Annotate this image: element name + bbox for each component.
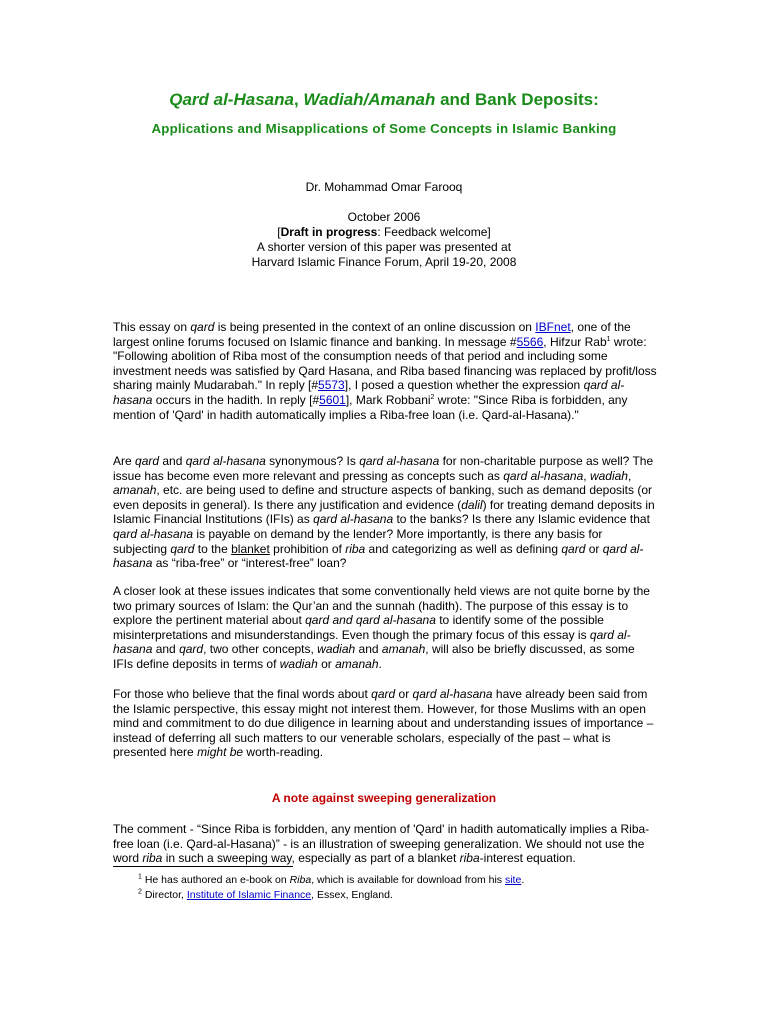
paragraph-5: The comment - “Since Riba is forbidden, any mention of 'Qard' in hadith automatically implies a Riba-free loan (i.e. Qard-al-Hasana)” - is an illustration of sweeping generalization. We should not use the word riba in such a sweeping way, especially as part of a blanket riba-interest equation. [113,822,650,866]
document-subtitle: Applications and Misapplications of Some Concepts in Islamic Banking [151,121,617,136]
footnote-divider [113,866,293,867]
presented-line-2: Harvard Islamic Finance Forum, April 19-20, 2008 [251,255,517,269]
title-part-2: Wadiah/Amanah [303,90,436,109]
author-line: Dr. Mohammad Omar Farooq [305,180,463,194]
draft-line: [Draft in progress: Feedback welcome] [277,225,491,239]
date-line: October 2006 [347,210,421,224]
paragraph-2: Are qard and qard al-hasana synonymous? Is qard al-hasana for non-charitable purpose as well? The issue has become even more relevant and pressing as concepts such as qard al-hasana, wadiah, amanah, etc. are being used to define and structure aspects of banking, such as demand deposits (or even deposits in general). Is there any justification and evidence (dalil) for treating demand deposits in Islamic Financial Institutions (IFIs) as qard al-hasana to the banks? Is there any Islamic evidence that qard al-hasana is payable on demand by the lender? More importantly, is there any basis for subjecting qard to the blanket prohibition of riba and categorizing as well as defining qard or qard al-hasana as “riba-free” or “interest-free” loan? [113,454,655,571]
date-block [0,210,768,270]
paragraph-3: A closer look at these issues indicates that some conventionally held views are not quite borne by the two primary sources of Islam: the Qur’an and the sunnah (hadith). The purpose of this essay is to explore the pertinent material about qard and qard al-hasana to identify some of the possible misinterpretations and misunderstandings. Even though the primary focus of this essay is qard al-hasana and qard, two other concepts, wadiah and amanah, will also be briefly discussed, as some IFIs define deposits in terms of wadiah or amanah. [113,584,650,671]
footnote-ref-2: 2 [430,393,435,401]
paragraph-1: This essay on qard is being presented in the context of an online discussion on IBFnet, one of the largest online forums focused on Islamic finance and banking. In message #5566, Hifzur Rab$^1$ wrote: "Following abolition of Riba most of the consumption needs of that period and including some investment needs was satisfied by Qard Hasana, and Riba based financing was replaced by profit/loss sharing mainly Mudarabah." In reply [#5573], I posed a question whether the expression qard al-hasana occurs in the hadith. In reply [#5601], Mark Robbani$^2$ wrote: "Since Riba is forbidden, any mention of 'Qard' in hadith automatically implies a Riba-free loan (i.e. Qard-al-Hasana)." [113,320,657,422]
message-5573-link[interactable]: 5573 [318,378,345,393]
ibfnet-link[interactable]: IBFnet [535,320,571,334]
presented-line-1: A shorter version of this paper was presented at [256,240,512,254]
message-5601-link[interactable]: 5601 [319,392,346,407]
author-site-link[interactable]: site [504,874,522,886]
title-part-3: and Bank Deposits: [435,90,599,109]
footnote-2: $^2$ Director, Institute of Islamic Finance, Essex, England. [138,888,393,901]
message-5566-link[interactable]: 5566 [516,334,544,349]
paragraph-4: For those who believe that the final words about qard or qard al-hasana have already been said from the Islamic perspective, this essay might not interest them. However, for those Muslims with an open mind and commitment to do due diligence in learning about and understanding issues of importance – instead of deferring all such matters to our venerable scholars, especially of the past – what is presented here might be worth-reading. [113,687,654,760]
draft-bold: Draft in progress [280,225,378,239]
title-sep: , [293,90,304,109]
section-heading: A note against sweeping generalization [271,791,497,805]
footnote-ref-1: 1 [606,335,611,343]
title-part-1: Qard al-Hasana [169,90,294,109]
document-title [0,90,768,110]
footnote-1: $^1$ He has authored an e-book on Riba, which is available for download from his site. [138,873,525,886]
institute-link[interactable]: Institute of Islamic Finance [186,889,312,901]
